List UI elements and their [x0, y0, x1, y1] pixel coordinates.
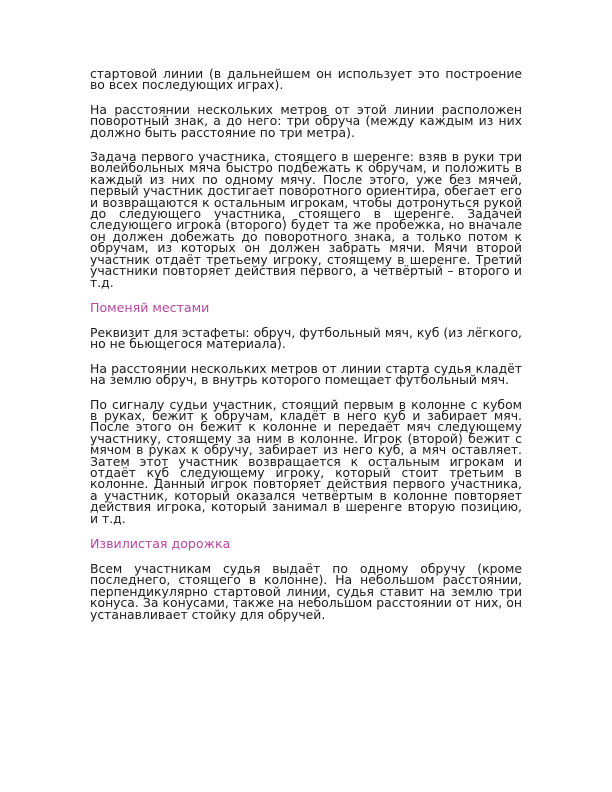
paragraph-swap-2: На расстоянии нескольких метров от линии старта судья кладёт на землю обруч, в внутрь которого помещает футбольный мяч. — [90, 360, 522, 388]
document-page — [90, 68, 522, 633]
section-heading-winding-path: Извилистая дорожка — [90, 536, 231, 551]
paragraph-intro-2: На расстоянии нескольких метров от этой линии расположен поворотный знак, а до него: три обруча (между каждым из них должно быть расстояние по три метра). — [90, 101, 522, 140]
paragraph-winding-1: Всем участникам судья выдаёт по одному обручу (кроме последнего, стоящего в колонне). На небольшом расстоянии, перпендикулярно стартовой линии, судья ставит на землю три конуса. За конусами, также на небольшом расстоянии от них, он устанавливает стойку для обручей. — [90, 561, 522, 622]
paragraph-intro-3: Задача первого участника, стоящего в шеренге: взяв в руки три волейбольных мяча быстро подбежать к обручам, и положить в каждый из них по одному мячу. После этого, уже без мячей, первый участник достигает поворотного ориентира, обегает его и возвращаются к остальным игрокам, чтобы дотронуться рукой до следующего участника, стоящего в шеренге. Задачей следующего игрока (второго) будет та же пробежка, но вначале он должен добежать до поворотного знака, а только потом к обручам, из которых он должен забрать мячи. Мячи второй участник отдаёт третьему игроку, стоящему в шеренге. Третий участники повторяет действия первого, а четвёртый – второго и т.д. — [90, 149, 522, 290]
paragraph-swap-3: По сигналу судьи участник, стоящий первым в колонне с кубом в руках, бежит к обручам, кладёт в него куб и забирает мяч. После этого он бежит к колонне и передаёт мяч следующему участнику, стоящему за ним в колонне. Игрок (второй) бежит с мячом в руках к обручу, забирает из него куб, а мяч оставляет. Затем этот участник возвращается к остальным игрокам и отдаёт куб следующему игроку, который стоит третьим в колонне. Данный игрок повторяет действия первого участника, а участник, который оказался четвёртым в колонне повторяет действия игрока, который занимал в шеренге вторую позицию, и т.д. — [90, 396, 522, 526]
paragraph-swap-1: Реквизит для эстафеты: обруч, футбольный мяч, куб (из лёгкого, но не бьющегося материала). — [90, 324, 522, 352]
paragraph-intro-1: стартовой линии (в дальнейшем он использует это построение во всех последующих играх). — [90, 66, 522, 93]
section-heading-swap-places: Поменяй местами — [90, 299, 210, 315]
